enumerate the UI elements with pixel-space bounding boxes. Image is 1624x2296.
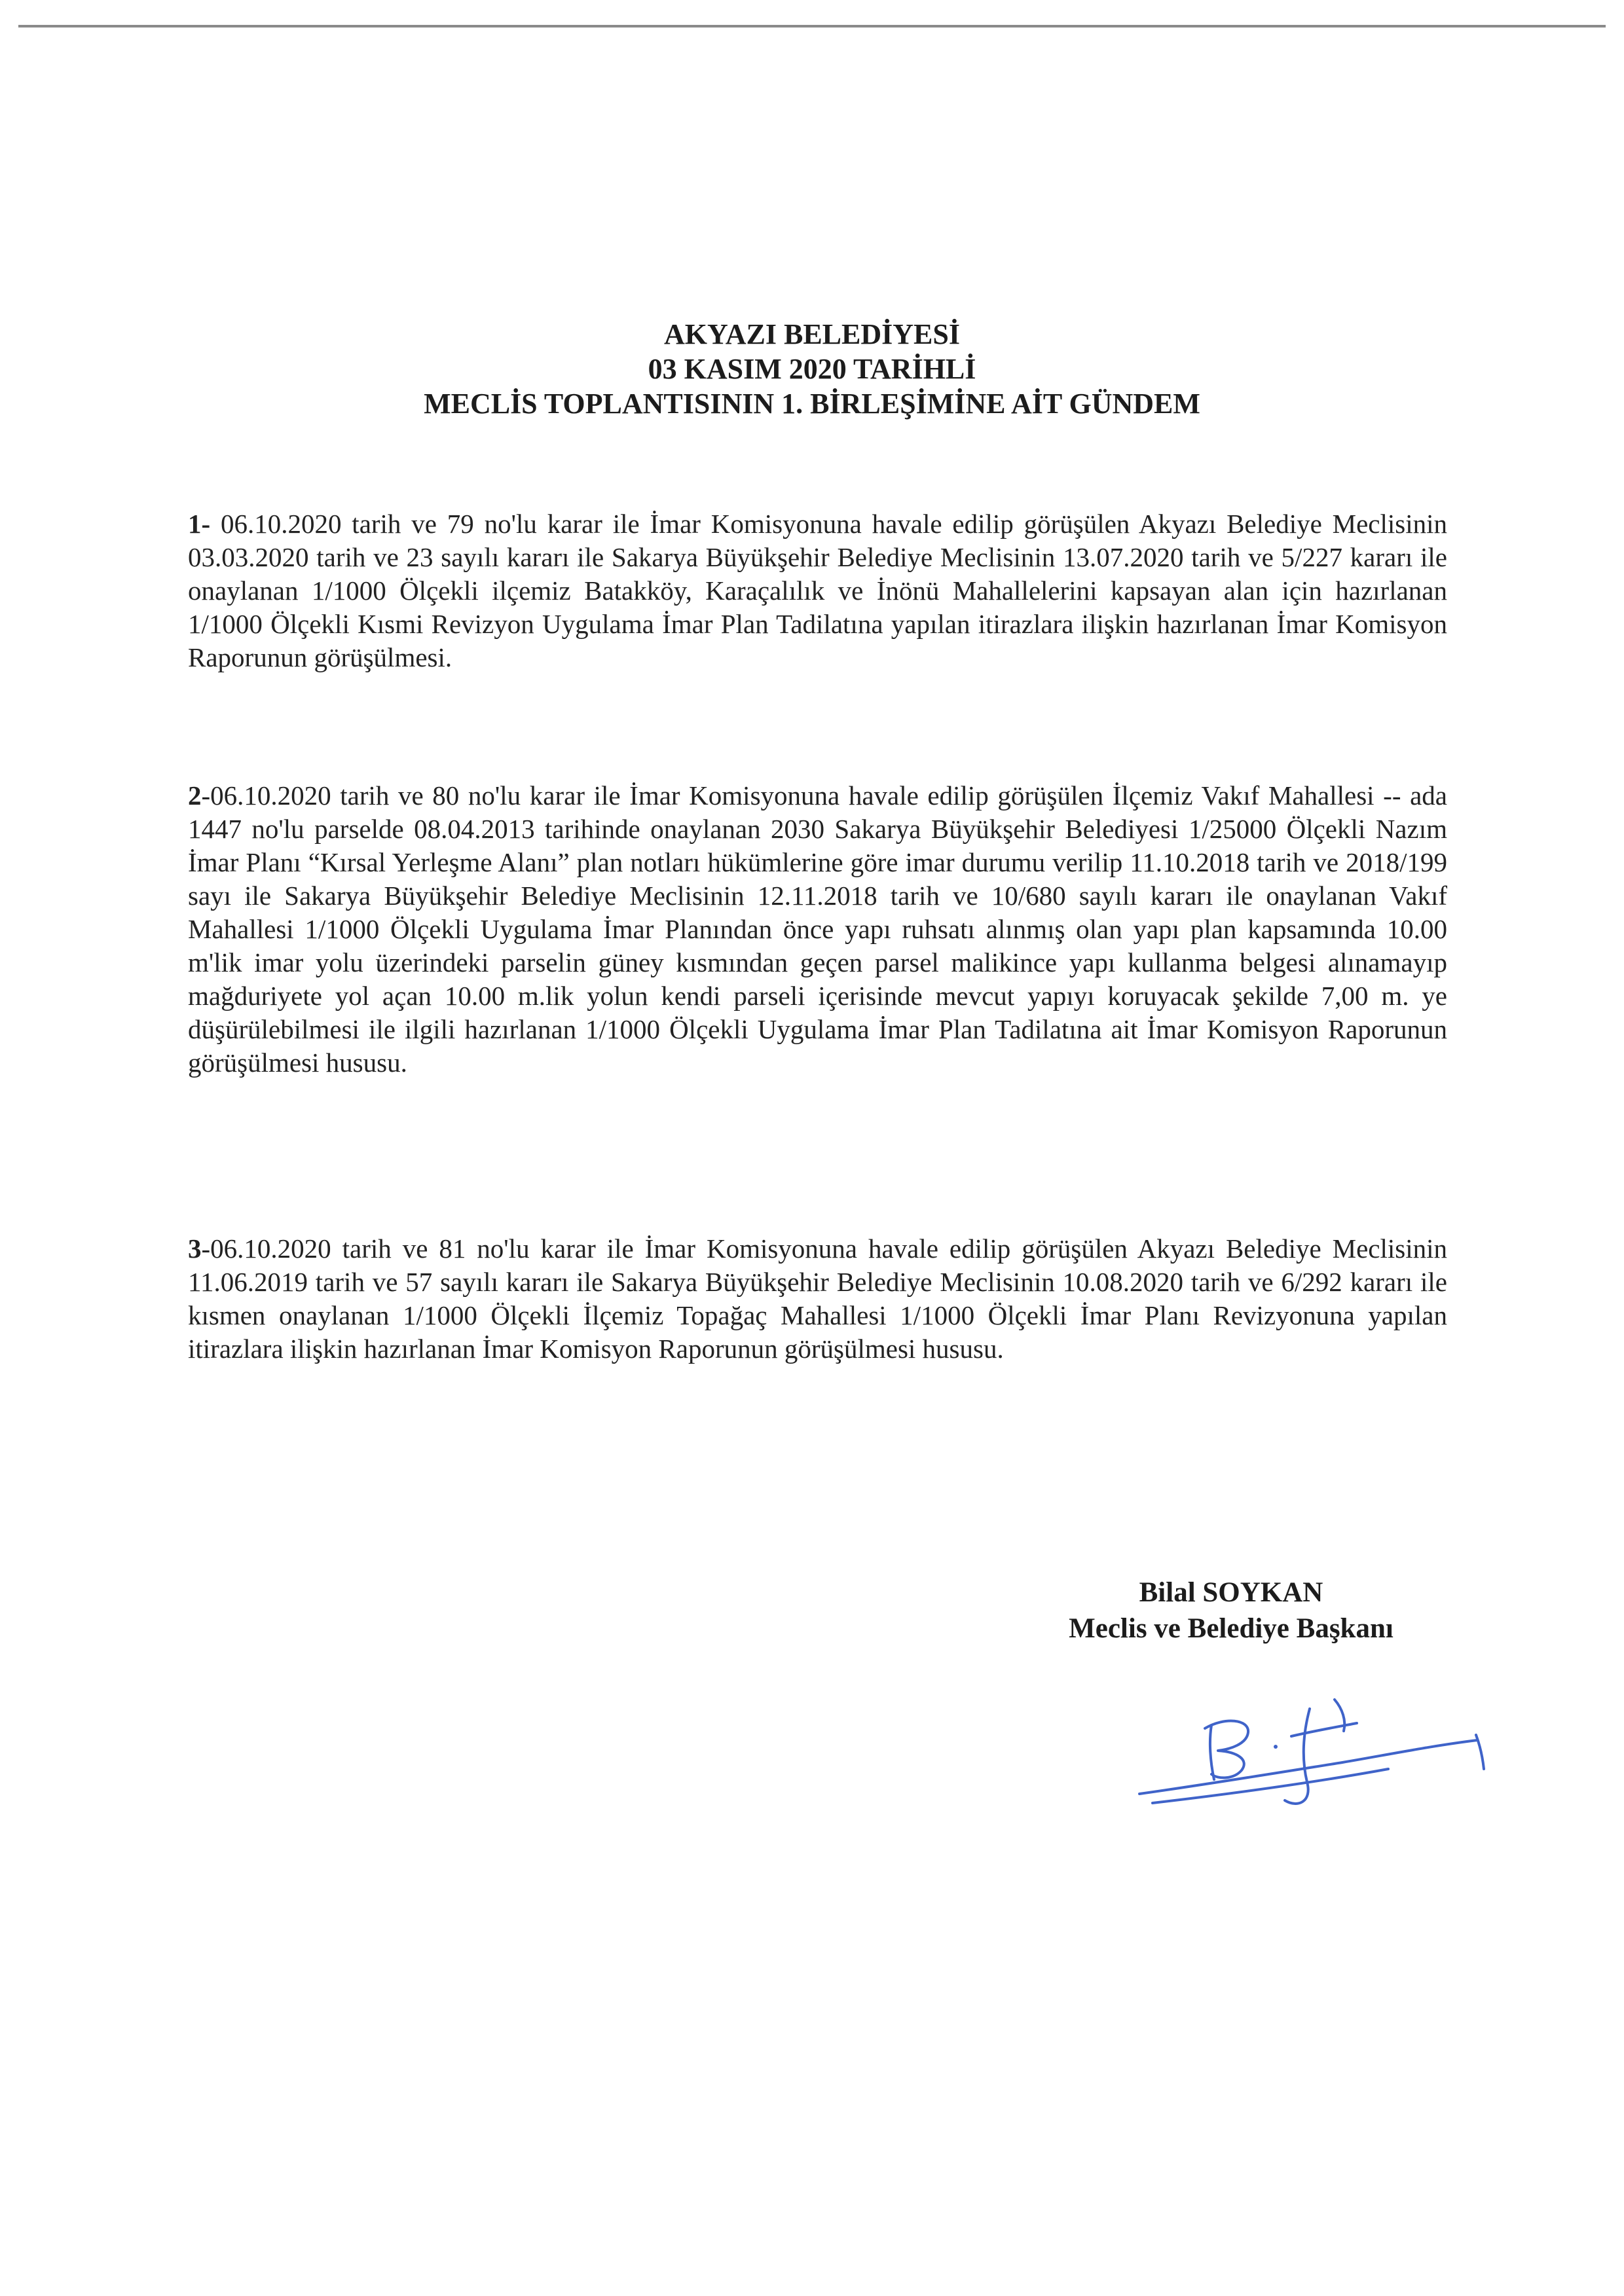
agenda-item-number: 2	[188, 780, 202, 811]
agenda-item-3	[188, 1232, 1447, 1366]
signatory-title: Meclis ve Belediye Başkanı	[1069, 1613, 1393, 1644]
agenda-item-text: -06.10.2020 tarih ve 81 no'lu karar ile İmar Komisyonuna havale edilip görüşülen Akyazı Belediye Meclisinin 11.06.2019 tarih ve 57 sayılı kararı ile Sakarya Büyükşehir Belediye Meclisinin 10.08.2020 tarih ve 6/292 kararı ile kısmen onaylanan 1/1000 Ölçekli İlçemiz Topağaç Mahallesi 1/1000 Ölçekli İmar Planı Revizyonuna yapılan itirazlara ilişkin hazırlanan İmar Komisyon Raporunun görüşülmesi hususu.	[188, 1233, 1447, 1364]
top-border-line	[18, 25, 1606, 27]
header-date: 03 KASIM 2020 TARİHLİ	[648, 353, 976, 385]
agenda-item-text: -06.10.2020 tarih ve 80 no'lu karar ile İmar Komisyonuna havale edilip görüşülen İlçemiz Vakıf Mahallesi -- ada 1447 no'lu parselde 08.04.2013 tarihinde onaylanan 2030 Sakarya Büyükşehir Belediyesi 1/25000 Ölçekli Nazım İmar Planı “Kırsal Yerleşme Alanı” plan notları hükümlerine göre imar durumu verilip 11.10.2018 tarih ve 2018/199 sayı ile Sakarya Büyükşehir Belediye Meclisinin 12.11.2018 tarih ve 10/680 sayılı kararı ile onaylanan Vakıf Mahallesi 1/1000 Ölçekli Uygulama İmar Planından önce yapı ruhsatı alınmış olan yapı plan kapsamında 10.00 m'lik imar yolu üzerindeki parselin güney kısmından geçen parsel malikince yapı kullanma belgesi alınamayıp mağduriyete yol açan 10.00 m.lik yolun kendi parseli içerisinde mevcut yapıyı koruyacak şekilde 7,00 m. ye düşürülebilmesi ile ilgili hazırlanan 1/1000 Ölçekli Uygulama İmar Plan Tadilatına ait İmar Komisyon Raporunun görüşülmesi hususu.	[188, 780, 1447, 1078]
header-institution: AKYAZI BELEDİYESİ	[664, 318, 960, 350]
handwritten-signature	[1113, 1663, 1493, 1813]
agenda-item-text: 06.10.2020 tarih ve 79 no'lu karar ile İmar Komisyonuna havale edilip görüşülen Akyazı Belediye Meclisinin 03.03.2020 tarih ve 23 sayılı kararı ile Sakarya Büyükşehir Belediye Meclisinin 13.07.2020 tarih ve 5/227 kararı ile onaylanan 1/1000 Ölçekli ilçemiz Batakköy, Karaçalılık ve İnönü Mahallelerini kapsayan alan için hazırlanan 1/1000 Ölçekli Kısmi Revizyon Uygulama İmar Plan Tadilatına yapılan itirazlara ilişkin hazırlanan İmar Komisyon Raporunun görüşülmesi.	[188, 509, 1447, 672]
agenda-item-number: 3	[188, 1233, 202, 1264]
agenda-item-number: 1-	[188, 509, 211, 539]
header-agenda-title: MECLİS TOPLANTISININ 1. BİRLEŞİMİNE AİT GÜNDEM	[424, 388, 1200, 420]
agenda-item-1	[188, 507, 1447, 674]
agenda-item-2	[188, 779, 1447, 1080]
signature-block	[982, 1575, 1480, 1647]
signatory-name: Bilal SOYKAN	[1139, 1577, 1323, 1608]
document-header	[0, 317, 1624, 421]
